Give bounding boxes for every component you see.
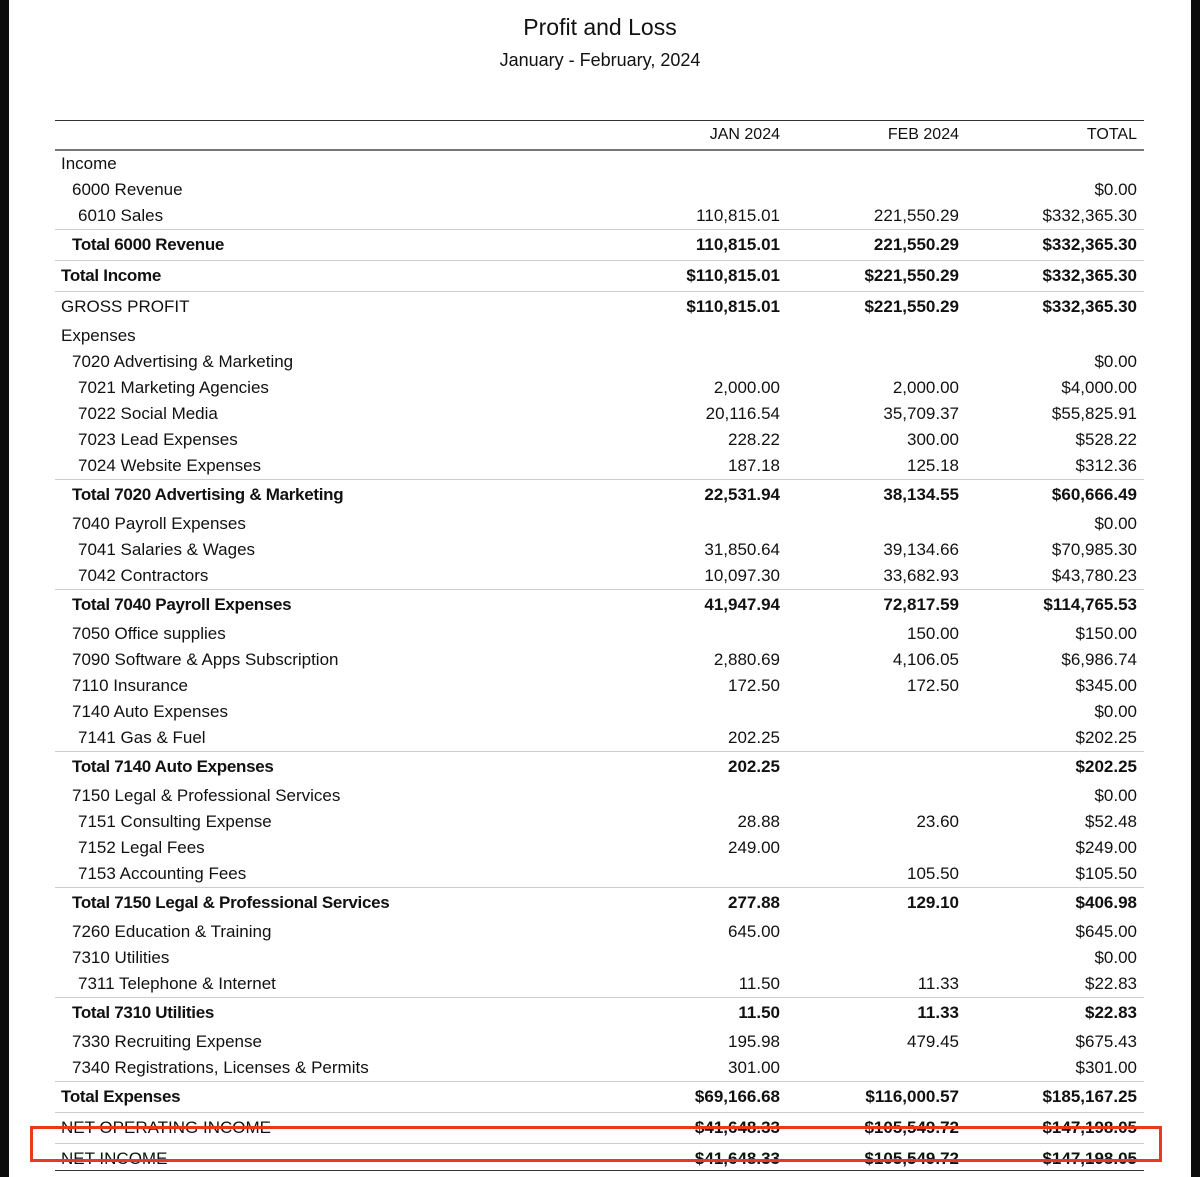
total-value: $675.43 [1075,1032,1137,1051]
row-label: 7024 Website Expenses [78,456,262,475]
total-value: $345.00 [1075,676,1137,695]
jan-value: $69,166.68 [694,1087,780,1106]
feb-value: 4,106.05 [892,650,959,669]
feb-value: 221,550.29 [873,206,959,225]
table-row [55,1029,1144,1055]
jan-value: 2,000.00 [713,378,780,397]
feb-value: 38,134.55 [883,485,959,504]
total-value: $312.36 [1075,456,1137,475]
row-label: 7020 Advertising & Marketing [72,352,294,371]
total-value: $332,365.30 [1042,235,1137,254]
row-label: 7041 Salaries & Wages [78,540,256,559]
row-label: 7140 Auto Expenses [72,702,228,721]
row-label: 7153 Accounting Fees [78,864,247,883]
total-value: $150.00 [1075,624,1137,643]
jan-value: 11.50 [738,1003,780,1022]
feb-value: $116,000.57 [865,1087,959,1106]
total-row [55,479,1144,510]
jan-value: 202.25 [728,757,780,776]
total-value: $0.00 [1094,514,1137,533]
left-frame-edge [0,0,9,1177]
jan-value: 22,531.94 [704,485,780,504]
total-value: $406.98 [1075,893,1137,912]
row-label: 6010 Sales [78,206,164,225]
jan-value: 10,097.30 [704,566,780,585]
table-row [55,375,1144,401]
bottom-rule [55,1170,1144,1171]
total-value: $185,167.25 [1042,1087,1137,1106]
row-label: Total Expenses [61,1087,181,1106]
feb-value: 11.33 [917,1003,959,1022]
feb-value: $221,550.29 [864,297,959,316]
profit-and-loss-table [55,120,1144,1174]
feb-value: 479.45 [907,1032,959,1051]
table-row [55,203,1144,229]
row-label: 7260 Education & Training [72,922,272,941]
feb-value: 11.33 [917,974,959,993]
total-value: $114,765.53 [1043,595,1137,614]
total-value: $22.83 [1085,974,1137,993]
feb-value: 35,709.37 [883,404,959,423]
jan-value: 187.18 [728,456,780,475]
table-row [55,861,1144,887]
jan-value: 31,850.64 [704,540,780,559]
row-label: 7040 Payroll Expenses [72,514,246,533]
row-label: NET OPERATING INCOME [61,1118,272,1137]
feb-value: 125.18 [907,456,959,475]
jan-value: 277.88 [728,893,780,912]
total-value: $202.25 [1075,728,1137,747]
jan-value: 228.22 [728,430,780,449]
feb-value: 39,134.66 [883,540,959,559]
row-label: 6000 Revenue [72,180,183,199]
total-value: $249.00 [1075,838,1137,857]
jan-value: $41,648.33 [694,1118,780,1137]
jan-value: 195.98 [728,1032,780,1051]
feb-value: 33,682.93 [883,566,959,585]
row-label: Total 6000 Revenue [72,235,225,254]
jan-value: 28.88 [737,812,780,831]
jan-value: 301.00 [728,1058,780,1077]
jan-value: $110,815.01 [686,266,780,285]
table-row [55,835,1144,861]
row-label: Expenses [61,326,136,345]
table-row [55,401,1144,427]
total-value: $332,365.30 [1042,206,1137,225]
table-row [55,537,1144,563]
table-row [55,971,1144,997]
column-header-feb: FEB 2024 [887,126,959,143]
row-label: 7110 Insurance [72,676,188,695]
total-value: $6,986.74 [1061,650,1137,669]
table-row [55,783,1144,809]
total-row [55,589,1144,620]
row-label: 7150 Legal & Professional Services [72,786,341,805]
feb-value: 2,000.00 [892,378,959,397]
table-row [55,621,1144,647]
total-value: $645.00 [1075,922,1137,941]
total-row [55,887,1144,918]
row-label: 7340 Registrations, Licenses & Permits [72,1058,369,1077]
column-header-jan: JAN 2024 [709,126,780,143]
table-row [55,453,1144,479]
net-income-highlight-box [30,1126,1162,1162]
row-label: GROSS PROFIT [61,297,190,316]
right-frame-edge [1191,0,1200,1177]
feb-value: $105,549.72 [864,1118,959,1137]
total-row [55,260,1144,291]
table-row [55,699,1144,725]
row-label: Income [61,154,117,173]
total-value: $301.00 [1075,1058,1137,1077]
jan-value: 11.50 [738,974,780,993]
feb-value: 172.50 [907,676,959,695]
feb-value: 150.00 [907,624,959,643]
total-value: $60,666.49 [1051,485,1137,504]
total-value: $147,198.05 [1042,1118,1137,1137]
total-value: $0.00 [1094,786,1137,805]
feb-value: 129.10 [907,893,959,912]
total-value: $528.22 [1075,430,1137,449]
feb-value: 72,817.59 [883,595,959,614]
report-title: Profit and Loss [523,14,677,40]
feb-value: 23.60 [916,812,959,831]
summary-row [55,291,1144,322]
table-header [55,120,1144,151]
table-row [55,1055,1144,1081]
row-label: Total Income [61,266,161,285]
total-value: $0.00 [1094,352,1137,371]
total-value: $52.48 [1085,812,1137,831]
table-row [55,919,1144,945]
row-label: 7151 Consulting Expense [78,812,272,831]
table-row [55,427,1144,453]
total-value: $0.00 [1094,702,1137,721]
feb-value: $221,550.29 [864,266,959,285]
total-row [55,1081,1144,1112]
row-label: 7090 Software & Apps Subscription [72,650,339,669]
jan-value: 41,947.94 [704,595,780,614]
row-label: Total 7020 Advertising & Marketing [72,485,344,504]
row-label: 7042 Contractors [78,566,209,585]
row-label: 7330 Recruiting Expense [72,1032,262,1051]
row-label: NET INCOME [61,1149,168,1168]
report-period: January - February, 2024 [499,50,701,70]
jan-value: 2,880.69 [713,650,780,669]
table-row [55,809,1144,835]
total-value: $43,780.23 [1051,566,1137,585]
total-row [55,997,1144,1028]
table-row [55,349,1144,375]
total-value: $0.00 [1094,948,1137,967]
row-label: 7141 Gas & Fuel [78,728,206,747]
total-value: $332,365.30 [1042,297,1137,316]
table-row [55,177,1144,203]
jan-value: 645.00 [728,922,780,941]
jan-value: 202.25 [728,728,780,747]
feb-value: 105.50 [907,864,959,883]
jan-value: $110,815.01 [686,297,780,316]
jan-value: 110,815.01 [695,235,780,254]
table-row [55,945,1144,971]
table-row [55,323,1144,349]
row-label: 7023 Lead Expenses [78,430,238,449]
jan-value: 20,116.54 [705,404,780,423]
table-row [55,151,1144,177]
jan-value: 110,815.01 [696,206,780,225]
table-body [55,151,1144,1174]
table-row [55,563,1144,589]
jan-value: 249.00 [728,838,780,857]
row-label: Total 7150 Legal & Professional Services [72,893,390,912]
feb-value: $105,549.72 [864,1149,959,1168]
row-label: 7050 Office supplies [72,624,226,643]
row-label: Total 7310 Utilities [72,1003,215,1022]
total-value: $105.50 [1075,864,1137,883]
row-label: Total 7040 Payroll Expenses [72,595,292,614]
table-row [55,725,1144,751]
row-label: 7311 Telephone & Internet [78,974,276,993]
row-label: 7021 Marketing Agencies [78,378,269,397]
total-value: $332,365.30 [1042,266,1137,285]
total-value: $147,198.05 [1042,1149,1137,1168]
row-label: 7310 Utilities [72,948,170,967]
feb-value: 300.00 [907,430,959,449]
feb-value: 221,550.29 [873,235,959,254]
row-label: 7022 Social Media [78,404,218,423]
table-row [55,647,1144,673]
total-row [55,751,1144,782]
total-value: $4,000.00 [1061,378,1137,397]
column-header-total: TOTAL [1086,126,1137,143]
total-value: $0.00 [1094,180,1137,199]
row-label: Total 7140 Auto Expenses [72,757,274,776]
total-value: $22.83 [1085,1003,1137,1022]
total-value: $70,985.30 [1051,540,1137,559]
total-value: $55,825.91 [1051,404,1137,423]
jan-value: $41,648.33 [694,1149,780,1168]
row-label: 7152 Legal Fees [78,838,205,857]
table-row [55,673,1144,699]
total-row [55,229,1144,260]
table-row [55,511,1144,537]
total-value: $202.25 [1075,757,1137,776]
jan-value: 172.50 [728,676,780,695]
